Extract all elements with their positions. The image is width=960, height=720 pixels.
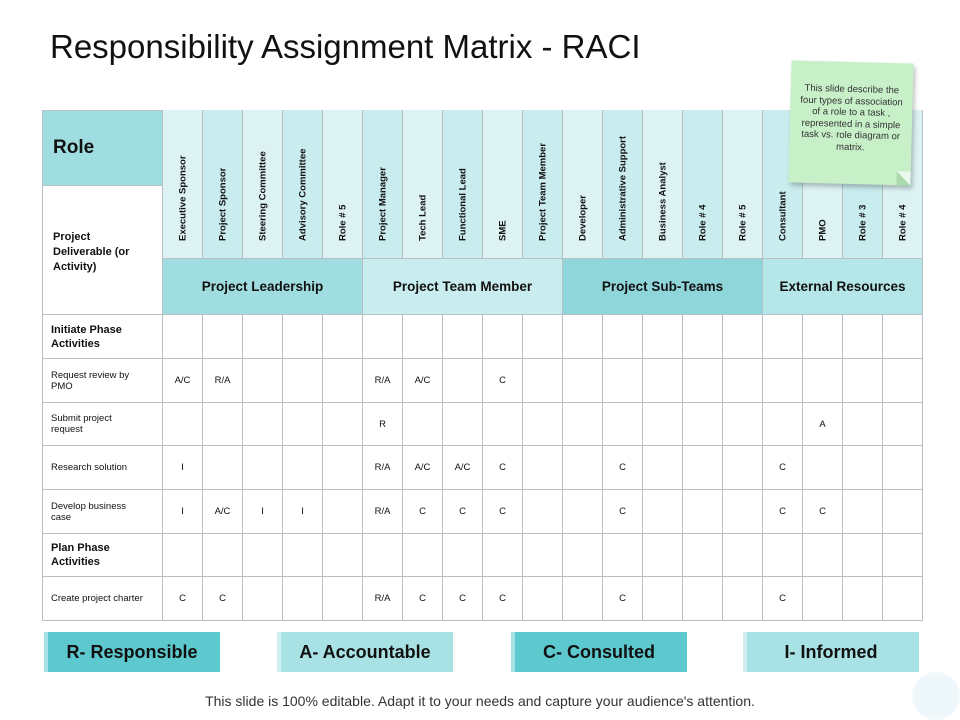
phase-label	[42, 315, 163, 359]
page-title: Responsibility Assignment Matrix - RACI	[50, 28, 641, 65]
matrix-cell	[763, 359, 803, 403]
matrix-cell	[763, 315, 803, 359]
activity-label	[42, 446, 163, 490]
matrix-cell	[603, 534, 643, 577]
column-header-label: Project Manager	[377, 167, 388, 241]
column-header-label: Project Team Member	[537, 142, 548, 241]
legend-accountable: A- Accountable	[277, 632, 453, 672]
column-header-label: Role # 5	[337, 204, 348, 241]
matrix-cell	[203, 534, 243, 577]
matrix-cell	[363, 315, 403, 359]
matrix-cell	[243, 534, 283, 577]
matrix-cell	[243, 446, 283, 490]
matrix-cell	[643, 490, 683, 534]
matrix-cell	[643, 577, 683, 621]
matrix-cell	[803, 359, 843, 403]
matrix-cell	[203, 315, 243, 359]
matrix-cell	[203, 446, 243, 490]
matrix-cell	[403, 403, 443, 446]
column-header	[643, 110, 683, 259]
matrix-cell	[683, 577, 723, 621]
matrix-cell	[843, 577, 883, 621]
matrix-cell	[163, 403, 203, 446]
matrix-cell: A/C	[403, 359, 443, 403]
matrix-cell	[803, 446, 843, 490]
matrix-cell: I	[163, 490, 203, 534]
group-header: Project Team Member	[363, 259, 563, 315]
matrix-cell	[883, 315, 923, 359]
column-header	[563, 110, 603, 259]
matrix-cell	[323, 359, 363, 403]
matrix-cell: C	[203, 577, 243, 621]
activity-label	[42, 490, 163, 534]
matrix-cell	[643, 534, 683, 577]
matrix-cell	[843, 446, 883, 490]
legend-informed: I- Informed	[743, 632, 919, 672]
matrix-cell	[683, 446, 723, 490]
matrix-cell	[283, 577, 323, 621]
matrix-cell: I	[163, 446, 203, 490]
column-header	[163, 110, 203, 259]
matrix-cell	[283, 315, 323, 359]
matrix-cell	[443, 359, 483, 403]
activity-label	[42, 577, 163, 621]
matrix-cell	[603, 403, 643, 446]
matrix-cell	[723, 359, 763, 403]
column-header-label: Role # 4	[897, 204, 908, 241]
matrix-cell	[563, 403, 603, 446]
matrix-cell: C	[483, 577, 523, 621]
matrix-cell	[243, 403, 283, 446]
matrix-cell	[723, 403, 763, 446]
decorative-circle	[912, 672, 960, 720]
matrix-cell: C	[483, 359, 523, 403]
activity-label	[42, 359, 163, 403]
column-header-label: Tech Lead	[417, 194, 428, 241]
row-label-text: Request review by PMO	[51, 369, 130, 392]
matrix-cell	[683, 490, 723, 534]
matrix-cell	[403, 315, 443, 359]
column-header-label: Role # 4	[697, 204, 708, 241]
matrix-cell	[603, 359, 643, 403]
matrix-cell: C	[803, 490, 843, 534]
column-header	[323, 110, 363, 259]
matrix-cell	[643, 315, 683, 359]
column-header	[723, 110, 763, 259]
matrix-cell	[843, 359, 883, 403]
matrix-cell	[483, 315, 523, 359]
matrix-cell: R/A	[203, 359, 243, 403]
column-header	[403, 110, 443, 259]
legend-responsible: R- Responsible	[44, 632, 220, 672]
matrix-cell: C	[603, 446, 643, 490]
matrix-cell	[843, 315, 883, 359]
column-header-label: Role # 5	[737, 204, 748, 241]
group-header: Project Leadership	[163, 259, 363, 315]
matrix-cell	[523, 446, 563, 490]
matrix-cell: C	[483, 490, 523, 534]
matrix-cell	[563, 534, 603, 577]
matrix-cell: C	[763, 577, 803, 621]
column-header	[363, 110, 403, 259]
matrix-cell	[323, 446, 363, 490]
matrix-cell	[643, 446, 683, 490]
matrix-cell: C	[483, 446, 523, 490]
matrix-cell	[723, 534, 763, 577]
column-header	[243, 110, 283, 259]
column-header-label: Consultant	[777, 191, 788, 241]
column-header-label: Executive Sponsor	[177, 155, 188, 241]
deliverable-header	[42, 186, 163, 315]
column-header-label: Business Analyst	[657, 162, 668, 241]
matrix-cell	[803, 577, 843, 621]
matrix-cell: A/C	[403, 446, 443, 490]
matrix-cell	[443, 534, 483, 577]
matrix-cell: A/C	[443, 446, 483, 490]
matrix-cell	[283, 534, 323, 577]
matrix-cell	[683, 359, 723, 403]
matrix-cell	[323, 577, 363, 621]
column-header	[203, 110, 243, 259]
matrix-cell: C	[763, 490, 803, 534]
matrix-cell	[563, 446, 603, 490]
matrix-cell	[483, 534, 523, 577]
column-header-label: Developer	[577, 195, 588, 241]
role-header: Role	[42, 110, 163, 186]
column-header	[443, 110, 483, 259]
matrix-cell: R/A	[363, 446, 403, 490]
matrix-cell	[523, 490, 563, 534]
column-header	[603, 110, 643, 259]
matrix-cell	[843, 490, 883, 534]
matrix-cell	[283, 359, 323, 403]
deliverable-label: Project Deliverable (or Activity)	[53, 231, 130, 273]
matrix-cell: I	[283, 490, 323, 534]
column-header-label: Administrative Support	[617, 135, 628, 241]
column-header-label: Steering Committee	[257, 151, 268, 241]
row-label-text: Plan Phase Activities	[51, 542, 110, 568]
matrix-cell	[443, 315, 483, 359]
matrix-cell	[643, 403, 683, 446]
activity-label	[42, 403, 163, 446]
matrix-cell	[683, 403, 723, 446]
matrix-cell	[763, 534, 803, 577]
matrix-cell	[523, 577, 563, 621]
column-header-label: Functional Lead	[457, 168, 468, 241]
sticky-note: This slide describe the four types of association of a role to a task , represented in a simple task vs. role diagram or matrix.	[788, 60, 913, 185]
matrix-cell	[323, 534, 363, 577]
matrix-cell	[563, 490, 603, 534]
matrix-cell	[883, 534, 923, 577]
matrix-cell	[843, 534, 883, 577]
matrix-cell	[363, 534, 403, 577]
matrix-cell	[523, 403, 563, 446]
matrix-cell	[723, 315, 763, 359]
matrix-cell: C	[403, 577, 443, 621]
group-header: Project Sub-Teams	[563, 259, 763, 315]
matrix-cell	[803, 534, 843, 577]
matrix-cell	[723, 577, 763, 621]
row-label-text: Develop business case	[51, 500, 126, 523]
matrix-cell	[203, 403, 243, 446]
matrix-cell: A/C	[163, 359, 203, 403]
matrix-cell: A	[803, 403, 843, 446]
matrix-cell	[283, 403, 323, 446]
matrix-cell	[883, 359, 923, 403]
matrix-cell: C	[763, 446, 803, 490]
column-header	[283, 110, 323, 259]
matrix-cell	[523, 534, 563, 577]
column-header	[483, 110, 523, 259]
matrix-cell	[243, 315, 283, 359]
matrix-cell: C	[603, 490, 643, 534]
matrix-cell	[763, 403, 803, 446]
matrix-cell	[643, 359, 683, 403]
matrix-cell	[323, 403, 363, 446]
matrix-cell	[723, 490, 763, 534]
matrix-cell: C	[603, 577, 643, 621]
footer-text: This slide is 100% editable. Adapt it to your needs and capture your audience's attention.	[205, 693, 755, 709]
matrix-cell	[163, 534, 203, 577]
phase-label	[42, 534, 163, 577]
row-label-text: Initiate Phase Activities	[51, 323, 122, 350]
column-header-label: Project Sponsor	[217, 167, 228, 241]
row-label-text: Research solution	[51, 462, 128, 473]
matrix-cell	[323, 315, 363, 359]
matrix-cell	[883, 446, 923, 490]
matrix-cell	[563, 577, 603, 621]
column-header-label: Role # 3	[857, 204, 868, 241]
matrix-cell: C	[443, 577, 483, 621]
legend-consulted: C- Consulted	[511, 632, 687, 672]
matrix-cell	[443, 403, 483, 446]
column-header	[523, 110, 563, 259]
matrix-cell: A/C	[203, 490, 243, 534]
matrix-cell	[243, 359, 283, 403]
matrix-cell	[723, 446, 763, 490]
row-label-text: Create project charter	[51, 593, 143, 604]
column-header-label: Advisory Committee	[297, 148, 308, 241]
matrix-cell	[883, 403, 923, 446]
matrix-cell: C	[403, 490, 443, 534]
matrix-cell: C	[163, 577, 203, 621]
matrix-cell	[243, 577, 283, 621]
matrix-cell	[483, 403, 523, 446]
matrix-cell	[523, 315, 563, 359]
matrix-cell	[563, 359, 603, 403]
matrix-cell: C	[443, 490, 483, 534]
column-header-label: PMO	[817, 219, 828, 241]
matrix-cell	[403, 534, 443, 577]
matrix-cell	[683, 534, 723, 577]
matrix-cell: R/A	[363, 577, 403, 621]
matrix-cell	[603, 315, 643, 359]
matrix-cell: I	[243, 490, 283, 534]
matrix-cell	[843, 403, 883, 446]
matrix-cell	[683, 315, 723, 359]
matrix-cell: R/A	[363, 359, 403, 403]
group-header: External Resources	[763, 259, 923, 315]
row-label-text: Submit project request	[51, 413, 112, 435]
matrix-cell	[803, 315, 843, 359]
matrix-cell: R	[363, 403, 403, 446]
matrix-cell	[563, 315, 603, 359]
matrix-cell	[323, 490, 363, 534]
matrix-cell	[163, 315, 203, 359]
matrix-cell	[883, 490, 923, 534]
matrix-cell	[283, 446, 323, 490]
matrix-cell	[883, 577, 923, 621]
column-header-label: SME	[497, 220, 508, 241]
matrix-cell: R/A	[363, 490, 403, 534]
matrix-cell	[523, 359, 563, 403]
column-header	[683, 110, 723, 259]
